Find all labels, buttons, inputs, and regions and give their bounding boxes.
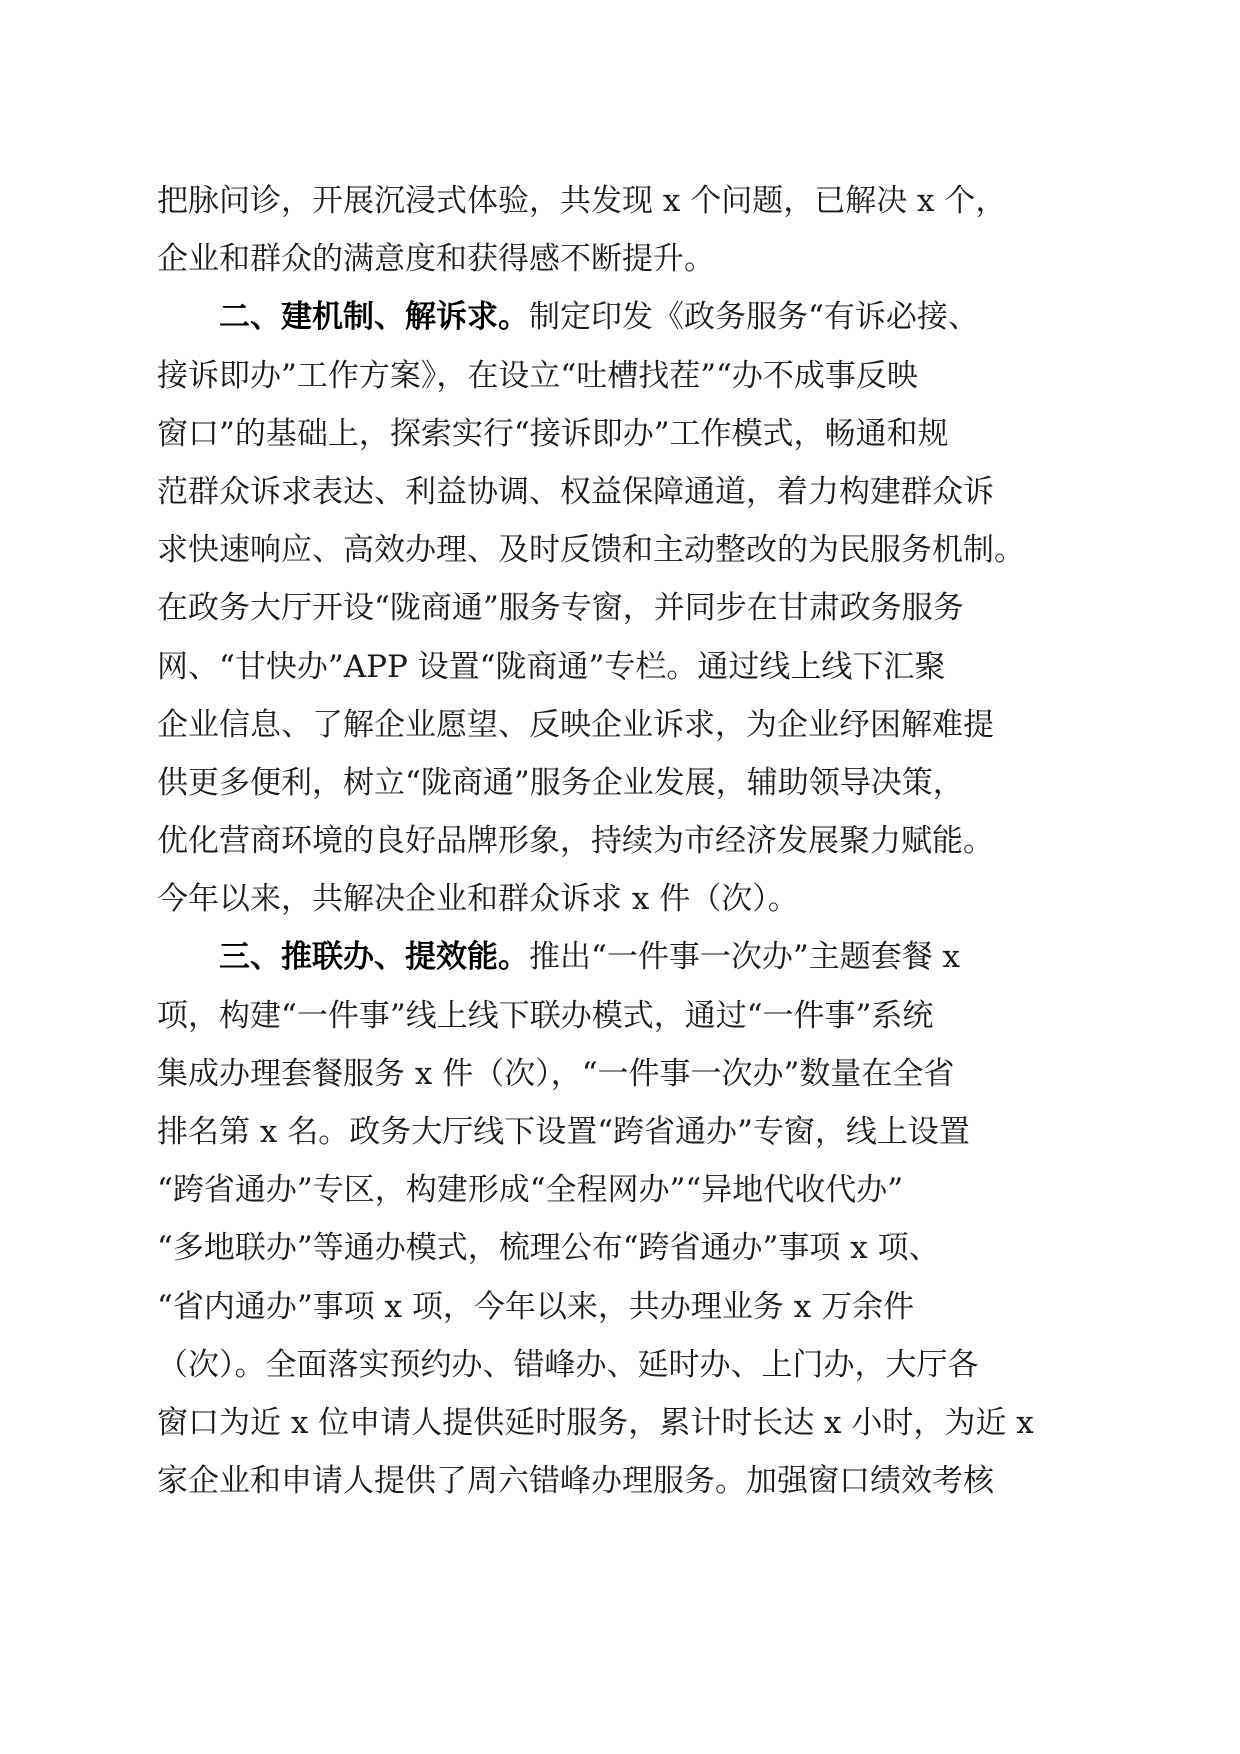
para2-line: 网、“甘快办”APP 设置“陇商通”专栏。通过线上线下汇聚: [157, 648, 946, 685]
para3-line: 窗口为近 x 位申请人提供延时服务，累计时长达 x 小时，为近 x: [157, 1404, 1034, 1441]
para2-line: 范群众诉求表达、利益协调、权益保障通道，着力构建群众诉: [157, 473, 994, 510]
para2-line: 优化营商环境的良好品牌形象，持续为市经济发展聚力赋能。: [157, 823, 994, 860]
para3-line: 项，构建“一件事”线上线下联办模式，通过“一件事”系统: [157, 997, 934, 1034]
para2-line: 求快速响应、高效办理、及时反馈和主动整改的为民服务机制。: [157, 532, 1025, 569]
para1-line: 把脉问诊，开展沉浸式体验，共发现 x 个问题，已解决 x 个，: [157, 183, 1007, 219]
para3-line: 排名第 x 名。政务大厅线下设置“跨省通办”专窗，线上设置: [157, 1114, 970, 1150]
document-body: [157, 172, 1087, 1510]
para2-line: 接诉即办”工作方案》，在设立“吐槽找茬”“办不成事反映: [157, 357, 918, 394]
para2-line: 今年以来，共解决企业和群众诉求 x 件（次）。: [157, 881, 799, 918]
para1-line: 企业和群众的满意度和获得感不断提升。: [157, 241, 715, 278]
para3-line: 集成办理套餐服务 x 件（次），“一件事一次办”数量在全省: [157, 1055, 955, 1092]
para2-first-line: [157, 288, 1087, 346]
para3-line: “多地联办”等通办模式，梳理公布“跨省通办”事项 x 项、: [157, 1230, 940, 1267]
para2-first-line-text: 制定印发《政务服务“有诉必接、: [529, 299, 979, 336]
para2-line: 供更多便利，树立“陇商通”服务企业发展，辅助领导决策，: [157, 764, 964, 801]
para2-line: 窗口”的基础上，探索实行“接诉即办”工作模式，畅通和规: [157, 415, 949, 452]
para3-line: “跨省通办”专区，构建形成“全程网办”“异地代收代办”: [157, 1172, 904, 1209]
para3-line: “省内通办”事项 x 项，今年以来，共办理业务 x 万余件: [157, 1288, 915, 1325]
section-heading-3: 三、推联办、提效能。: [219, 939, 529, 976]
section-heading-2: 二、建机制、解诉求。: [219, 299, 529, 336]
para3-line: 家企业和申请人提供了周六错峰办理服务。加强窗口绩效考核: [157, 1463, 994, 1500]
para3-first-line-text: 推出“一件事一次办”主题套餐 x: [529, 939, 961, 976]
para2-line: 在政务大厅开设“陇商通”服务专窗，并同步在甘肃政务服务: [157, 590, 964, 627]
para2-line: 企业信息、了解企业愿望、反映企业诉求，为企业纾困解难提: [157, 706, 994, 743]
para3-first-line: [157, 928, 1087, 986]
para3-line: （次）。全面落实预约办、错峰办、延时办、上门办，大厅各: [157, 1346, 979, 1383]
